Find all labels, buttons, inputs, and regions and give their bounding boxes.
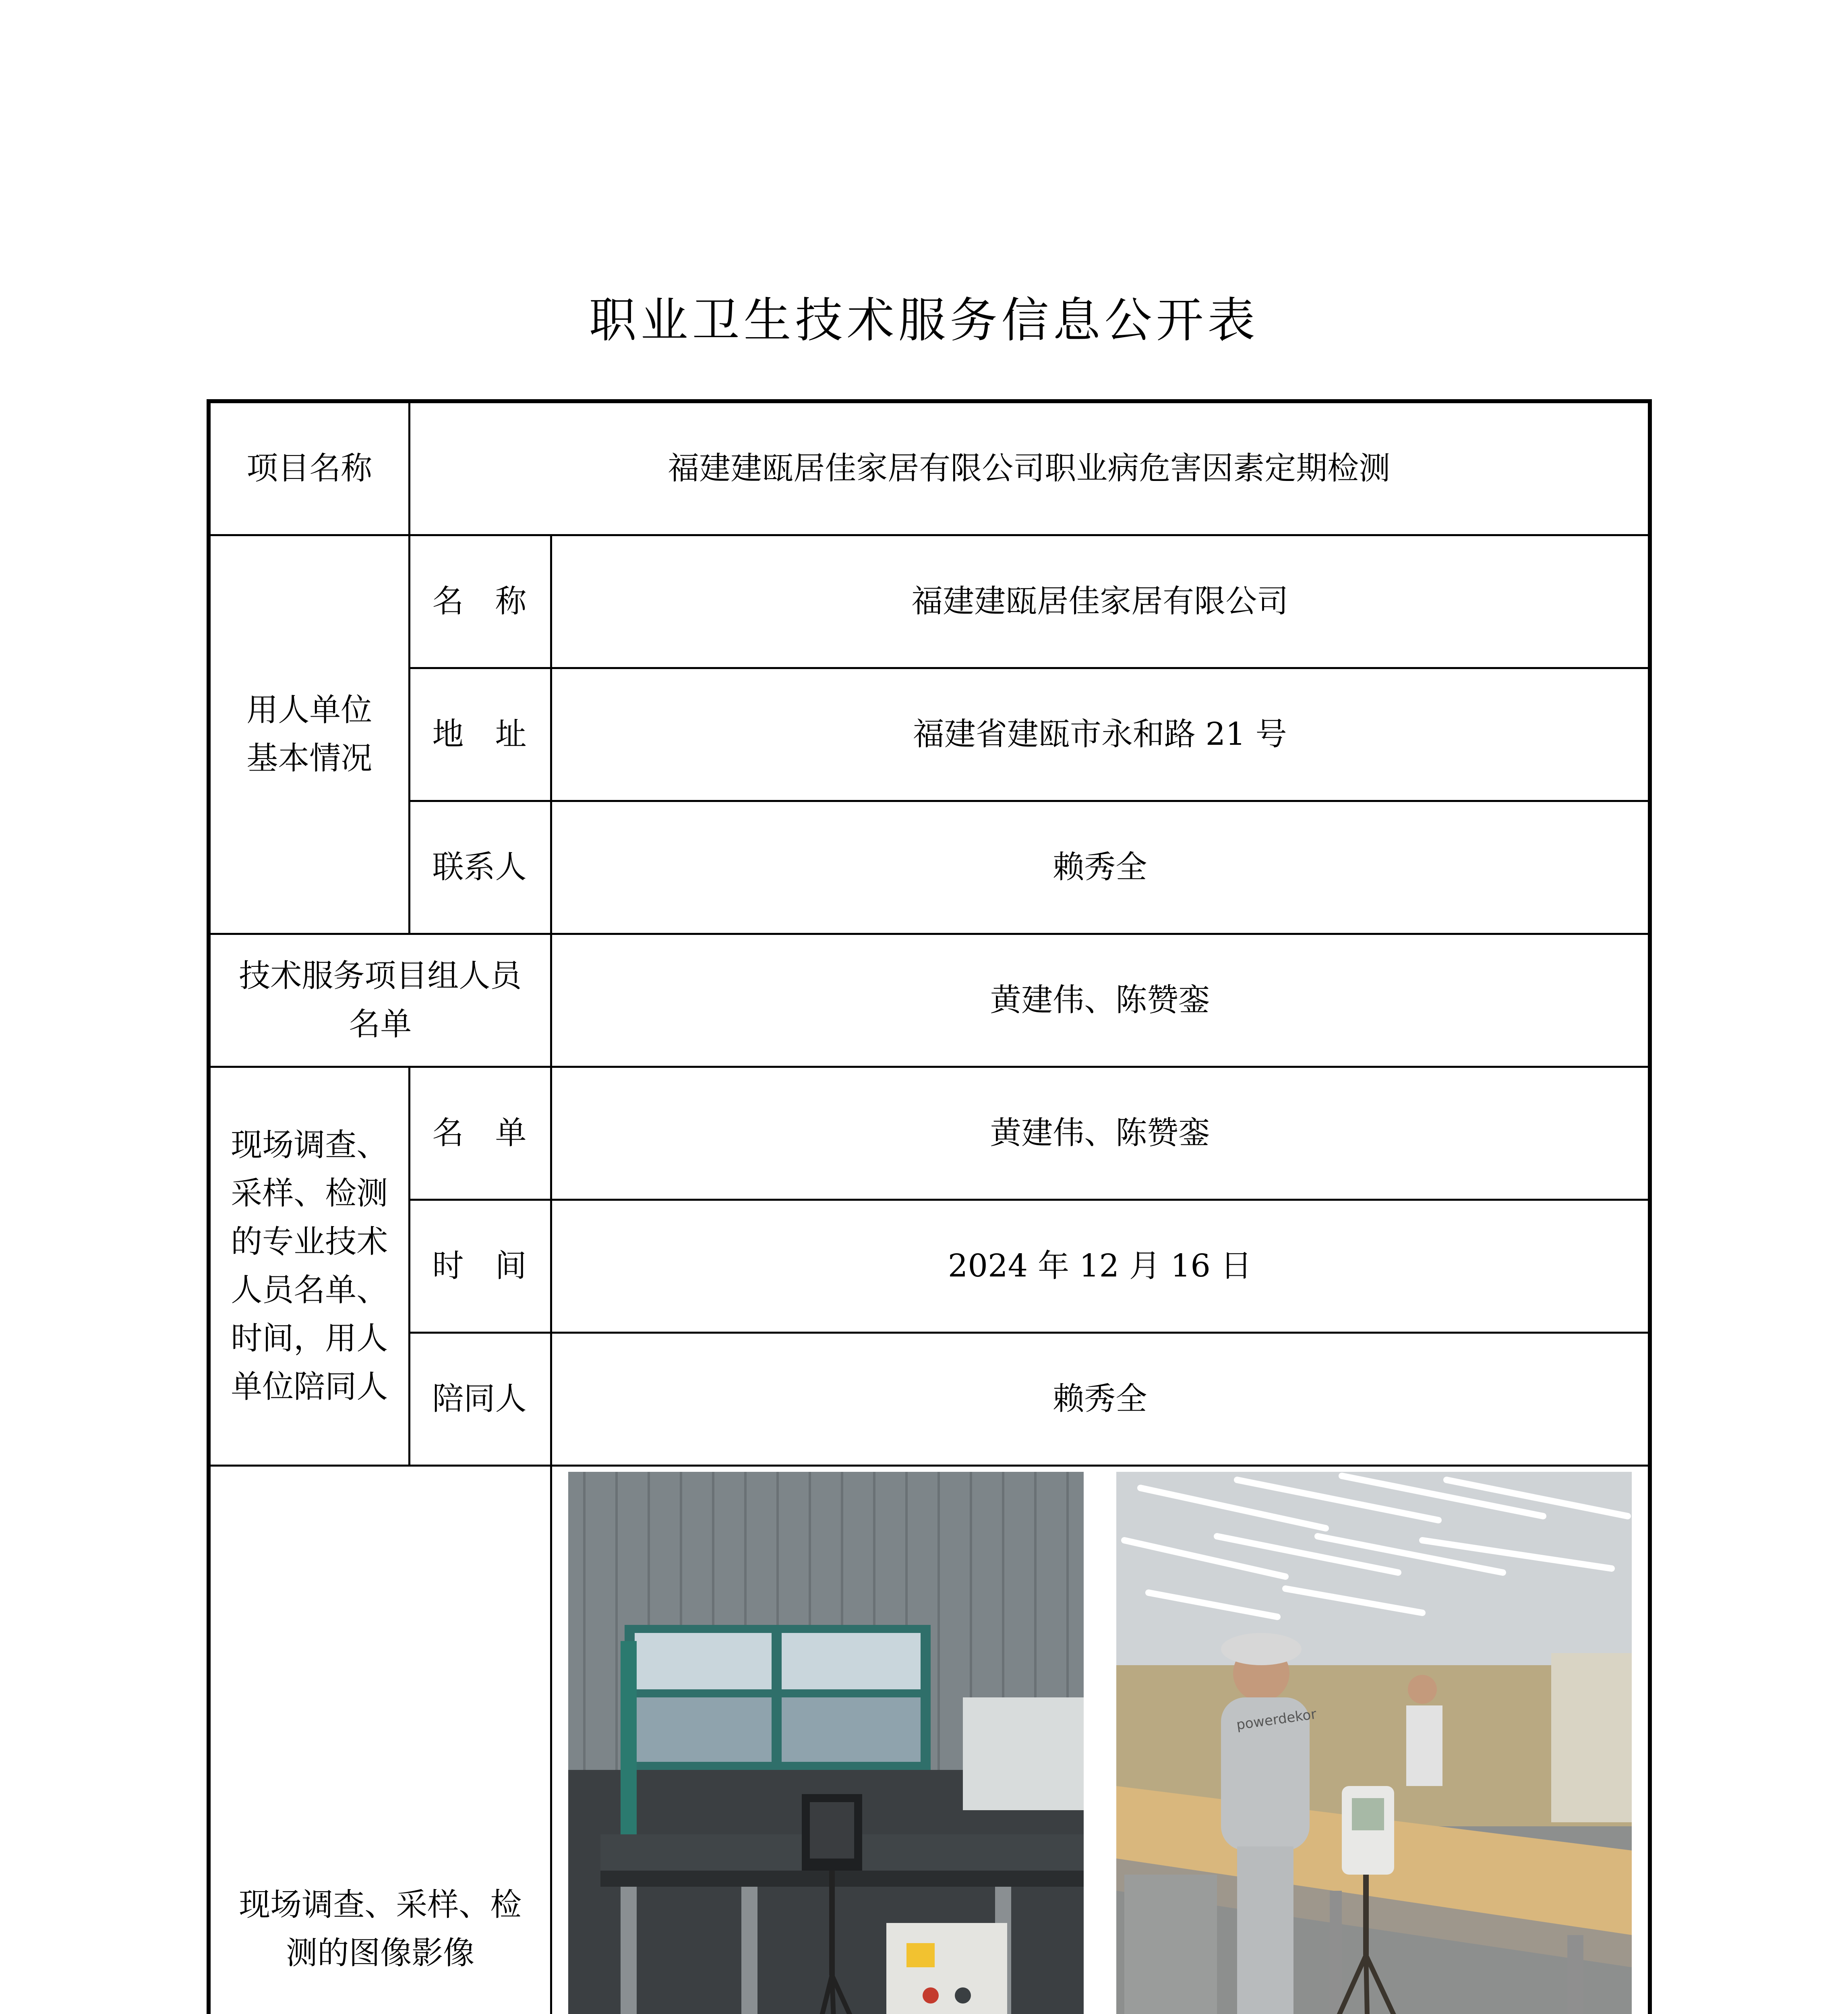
survey-companion-value: 赖秀全	[551, 1332, 1650, 1465]
photo-gallery	[552, 1467, 1648, 2014]
survey-companion-label: 陪同人	[409, 1332, 551, 1465]
project-name-label: 项目名称	[209, 401, 409, 535]
row-project-name	[209, 401, 1650, 535]
row-employer-name	[209, 535, 1650, 668]
project-name-value: 福建建瓯居佳家居有限公司职业病危害因素定期检测	[409, 401, 1650, 535]
survey-label: 现场调查、 采样、检测 的专业技术 人员名单、 时间，用人 单位陪同人	[209, 1067, 409, 1465]
row-employer-contact	[209, 801, 1650, 934]
row-survey-names	[209, 1067, 1650, 1200]
employer-address-label: 地 址	[409, 668, 551, 801]
row-survey-date	[209, 1200, 1650, 1332]
employer-label: 用人单位 基本情况	[209, 535, 409, 934]
page-title: 职业卫生技术服务信息公开表	[589, 292, 1259, 348]
employer-contact-value: 赖秀全	[551, 801, 1650, 934]
employer-name-value: 福建建瓯居佳家居有限公司	[551, 535, 1650, 668]
row-survey-companion	[209, 1332, 1650, 1465]
images-cell	[551, 1465, 1650, 2014]
site-photo-2	[1116, 1472, 1632, 2014]
images-label: 现场调查、采样、检 测的图像影像	[209, 1465, 551, 2014]
employer-name-label: 名 称	[409, 535, 551, 668]
employer-address-value: 福建省建瓯市永和路 21 号	[551, 668, 1650, 801]
team-label: 技术服务项目组人员 名单	[209, 934, 551, 1067]
survey-date-label: 时 间	[409, 1200, 551, 1332]
row-employer-address	[209, 668, 1650, 801]
employer-contact-label: 联系人	[409, 801, 551, 934]
survey-date-value: 2024 年 12 月 16 日	[551, 1200, 1650, 1332]
row-images	[209, 1465, 1650, 2014]
survey-names-label: 名 单	[409, 1067, 551, 1200]
jacket-brand-text: powerdekor	[1235, 1706, 1318, 1733]
info-table	[207, 399, 1652, 2014]
survey-names-value: 黄建伟、陈赞銮	[551, 1067, 1650, 1200]
team-value: 黄建伟、陈赞銮	[551, 934, 1650, 1067]
row-team	[209, 934, 1650, 1067]
site-photo-1	[568, 1472, 1084, 2014]
